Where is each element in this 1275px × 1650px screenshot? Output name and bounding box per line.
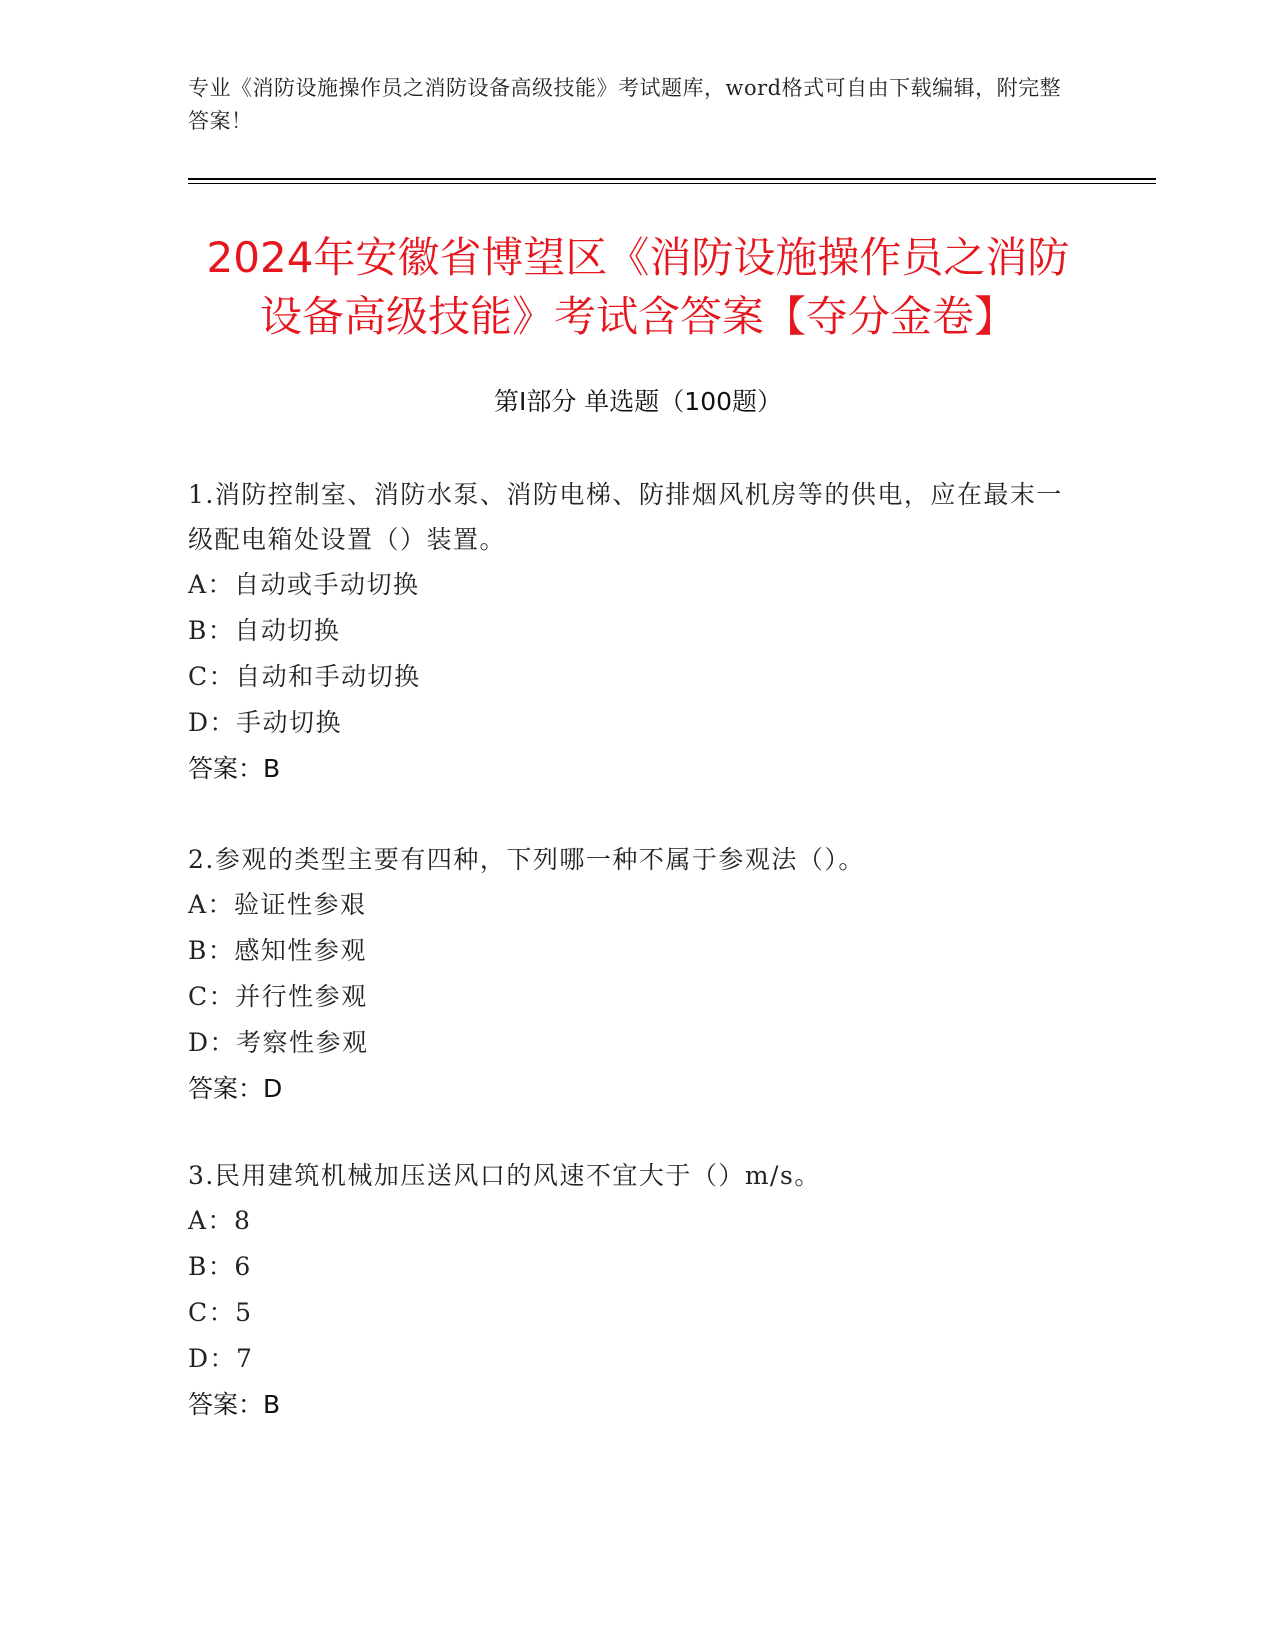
question-stem: 3.民用建筑机械加压送风口的风速不宜大于（）m/s。 — [188, 1161, 821, 1190]
option-d: D：考察性参观 — [188, 1028, 369, 1057]
option-a: A：自动或手动切换 — [188, 570, 420, 599]
option-d: D：手动切换 — [188, 708, 343, 737]
header-divider-thick — [188, 178, 1156, 180]
question-stem: 2.参观的类型主要有四种，下列哪一种不属于参观法（）。 — [188, 845, 865, 874]
option-b: B：自动切换 — [188, 616, 341, 645]
option-a: A：8 — [188, 1206, 252, 1235]
section-heading: 第Ⅰ部分 单选题（100题） — [493, 387, 783, 416]
answer: 答案：D — [188, 1074, 283, 1103]
question-stem: 1.消防控制室、消防水泵、消防电梯、防排烟风机房等的供电，应在最末一级配电箱处设置（）装置。 — [188, 480, 1063, 554]
option-b: B：6 — [188, 1252, 252, 1281]
answer: 答案：B — [188, 1390, 281, 1419]
question-1 — [188, 472, 1088, 792]
option-b: B：感知性参观 — [188, 936, 367, 965]
document-title: 2024年安徽省博望区《消防设施操作员之消防设备高级技能》考试含答案【夺分金卷】 — [206, 233, 1070, 341]
option-c: C：5 — [188, 1298, 253, 1327]
option-d: D：7 — [188, 1344, 254, 1373]
question-3 — [188, 1153, 1088, 1428]
option-c: C：自动和手动切换 — [188, 662, 421, 691]
header-divider-thin — [188, 183, 1156, 184]
question-2 — [188, 837, 1088, 1112]
option-c: C：并行性参观 — [188, 982, 368, 1011]
option-a: A：验证性参艰 — [188, 890, 367, 919]
header-note: 专业《消防设施操作员之消防设备高级技能》考试题库，word格式可自由下载编辑，附完整答案！ — [188, 76, 1062, 133]
answer: 答案：B — [188, 754, 281, 783]
